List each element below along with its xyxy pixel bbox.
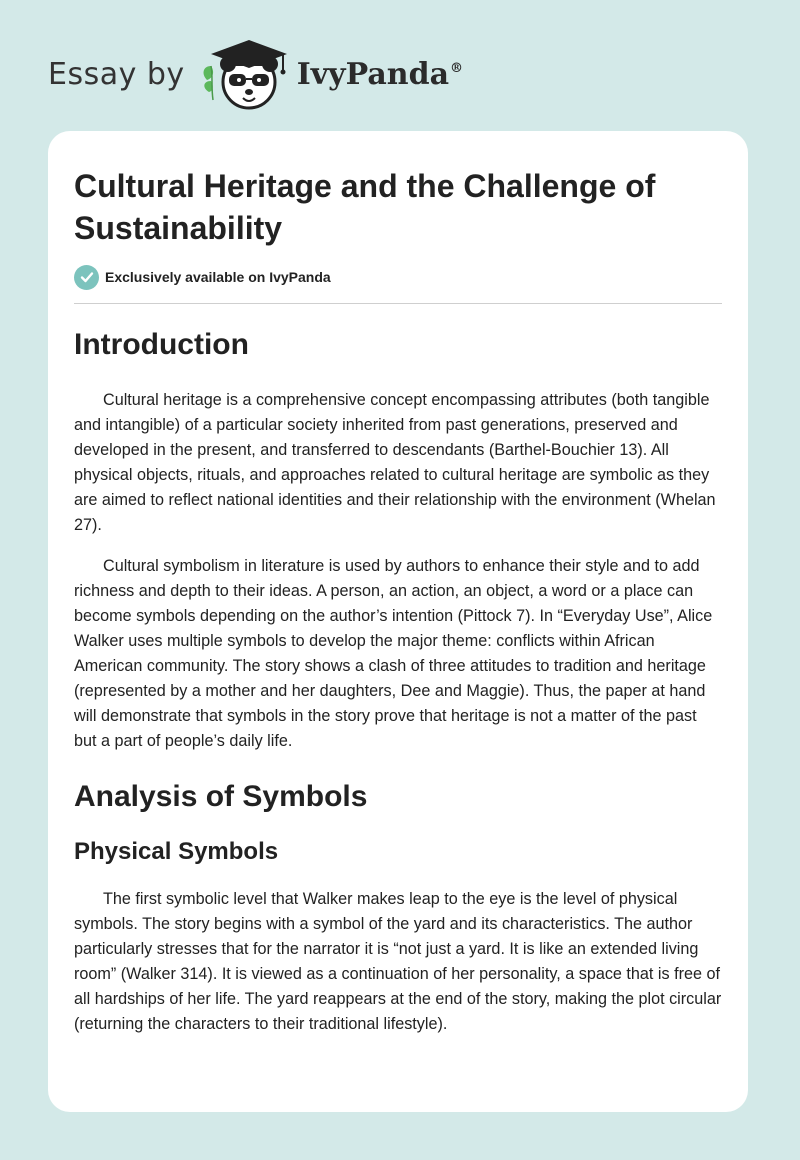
divider	[74, 303, 722, 304]
exclusive-badge	[74, 264, 722, 290]
panda-graduate-logo-icon[interactable]	[199, 36, 291, 112]
section-heading-analysis: Analysis of Symbols	[74, 780, 368, 813]
paragraph: Cultural heritage is a comprehensive concept encompassing attributes (both tangible and intangible) of a particular society inherited from past generations, preserved and developed in the present, and transferred to descendants (Barthel-Bouchier 13). All physical objects, rituals, and approaches related to cultural heritage are symbolic as they are aimed to reflect national identities and their relationship with the environment (Whelan 27).	[74, 391, 716, 534]
checkmark-icon	[74, 265, 99, 290]
registered-mark: ®	[450, 60, 464, 76]
brand-name[interactable]: IvyPanda®	[296, 56, 464, 92]
site-header	[48, 34, 463, 114]
badge-text: Exclusively available on IvyPanda	[105, 269, 331, 285]
section-heading-introduction: Introduction	[74, 328, 249, 361]
essay-by-label: Essay by	[48, 56, 185, 92]
page-title: Cultural Heritage and the Challenge of Sustainability	[74, 168, 656, 246]
paragraph: The first symbolic level that Walker makes leap to the eye is the level of physical symbols. The story begins with a symbol of the yard and its characteristics. The author particularly stresses that for the narrator it is “not just a yard. It is like an extended living room” (Walker 314). It is viewed as a continuation of her personality, a space that is free of all hardships of her life. The yard reappears at the end of the story, making the plot circular (returning the characters to their traditional lifestyle).	[74, 890, 722, 1033]
paragraph: Cultural symbolism in literature is used by authors to enhance their style and to add richness and depth to their ideas. A person, an action, an object, a word or a place can become symbols depending on the author’s intention (Pittock 7). In “Everyday Use”, Alice Walker uses multiple symbols to develop the major theme: conflicts within African American community. The story shows a clash of three attitudes to tradition and heritage (represented by a mother and her daughters, Dee and Maggie). Thus, the paper at hand will demonstrate that symbols in the story prove that heritage is not a matter of the past but a part of people’s daily life.	[74, 557, 713, 750]
subsection-heading-physical-symbols: Physical Symbols	[74, 838, 279, 865]
essay-card	[48, 131, 748, 1112]
